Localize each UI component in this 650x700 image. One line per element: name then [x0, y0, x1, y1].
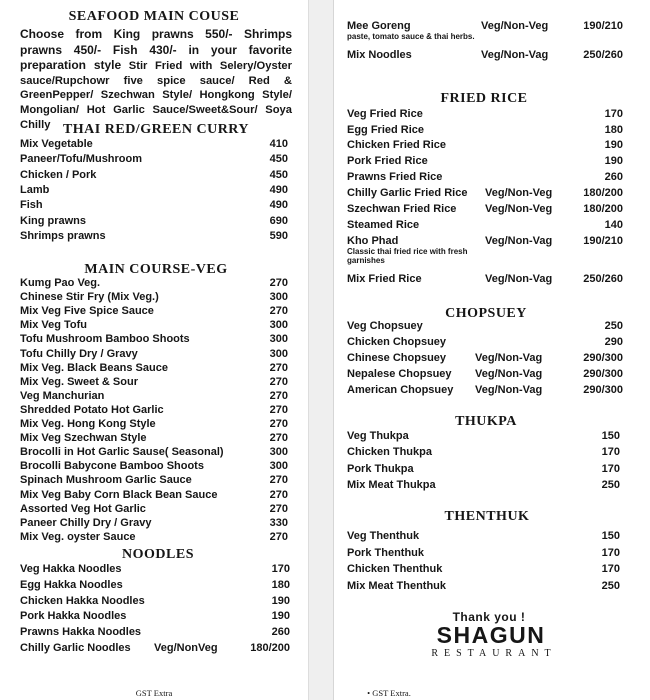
menu-item [347, 139, 623, 152]
menu-item [347, 479, 620, 492]
main-course-veg-heading: MAIN COURSE-VEG [84, 262, 228, 277]
item-price: 190 [604, 155, 623, 167]
seafood-description [20, 27, 292, 132]
menu-item [20, 460, 288, 473]
item-price: 170 [601, 563, 620, 576]
item-name: Assorted Veg Hot Garlic [20, 502, 146, 515]
noodles-heading: NOODLES [122, 547, 194, 562]
item-price: 260 [604, 171, 623, 183]
menu-item [347, 20, 623, 41]
item-name: Shrimps prawns [20, 229, 106, 242]
item-price: 140 [604, 219, 623, 231]
menu-item [347, 273, 623, 286]
item-name: Prawns Hakka Noodles [20, 626, 142, 639]
item-name: Chicken Chopsuey [347, 336, 447, 348]
item-price: 250 [601, 580, 620, 593]
item-name: Chicken Hakka Noodles [20, 594, 145, 607]
item-name: Pork Hakka Noodles [20, 610, 127, 623]
item-price: 270 [269, 530, 288, 543]
item-price: 290 [604, 336, 623, 348]
menu-item [20, 362, 288, 375]
item-price: 270 [269, 418, 288, 430]
menu-item [20, 474, 288, 487]
item-price: 410 [269, 138, 288, 150]
item-name: Mix Meat Thukpa [347, 478, 436, 491]
item-price: 330 [269, 516, 288, 529]
item-price: 180/200 [250, 642, 290, 654]
menu-item [20, 277, 288, 290]
item-name: Mix Fried Rice [347, 273, 422, 285]
menu-item [347, 219, 623, 232]
menu-item [347, 368, 623, 381]
menu-item [20, 348, 288, 361]
item-name: American Chopsuey [347, 384, 454, 396]
item-name: Mix Veg Baby Corn Black Bean Sauce [20, 488, 218, 501]
thukpa-heading: THUKPA [455, 414, 517, 429]
item-name: Mix Veg. Sweet & Sour [20, 375, 138, 388]
menu-item [20, 432, 288, 445]
menu-item [347, 235, 623, 265]
menu-item [20, 404, 288, 417]
item-description: paste, tomato sauce & thai herbs. [347, 32, 475, 41]
item-name: Mix Veg. Hong Kong Style [20, 418, 156, 430]
menu-item [347, 463, 620, 476]
item-name: Chilly Garlic Noodles [20, 642, 131, 654]
item-price: 270 [269, 488, 288, 501]
menu-item [347, 563, 620, 576]
item-name: King prawns [20, 214, 87, 227]
page-gutter [308, 0, 334, 700]
item-name: Veg Fried Rice [347, 108, 423, 120]
item-price: 180 [271, 578, 290, 591]
seafood-heading: SEAFOOD MAIN COUSE [68, 9, 240, 24]
item-price: 270 [269, 305, 288, 318]
item-name: Prawns Fried Rice [347, 171, 443, 183]
item-price: 300 [269, 446, 288, 459]
item-name: Tofu Chilly Dry / Gravy [20, 347, 138, 360]
item-name: Mix Veg. Black Beans Sauce [20, 361, 168, 374]
item-name: Brocolli in Hot Garlic Sause( Seasonal) [20, 446, 224, 459]
menu-item [20, 169, 288, 182]
item-price: 690 [269, 214, 288, 227]
item-price: 300 [269, 460, 288, 473]
menu-item [20, 626, 290, 639]
menu-item [347, 547, 620, 560]
item-description: Classic thai fried rice with fresh garnishes [347, 247, 468, 265]
item-price: 180/200 [583, 187, 623, 199]
restaurant-logo: SHAGUN [436, 622, 546, 648]
item-price: 590 [269, 229, 288, 242]
item-name: Mix Veg Szechwan Style [20, 432, 147, 445]
gst-note-right: • GST Extra. [367, 688, 411, 698]
item-price: 260 [271, 626, 290, 639]
menu-item [347, 580, 620, 593]
item-name: Veg Chopsuey [347, 320, 423, 332]
item-name: Mix Veg Tofu [20, 319, 88, 332]
item-name: Mix Noodles [347, 49, 412, 61]
item-name: Mix Meat Thenthuk [347, 580, 447, 593]
veg-nonveg-label: Veg/NonVeg [154, 642, 218, 654]
item-name: Chicken / Pork [20, 168, 97, 181]
item-name: Chilly Garlic Fried Rice [347, 187, 468, 199]
menu-item [347, 384, 623, 397]
veg-nonveg-label: Veg/Non-Vag [475, 352, 543, 364]
item-name: Fish [20, 199, 43, 212]
item-price: 250/260 [583, 49, 623, 61]
veg-nonveg-label: Veg/Non-Vag [485, 273, 553, 285]
menu-item [20, 199, 288, 212]
item-name: Mee Goreng [347, 20, 411, 32]
seafood-prices-text: Choose from King prawns 550/- Shrimps prawns 450/- Fish 430/- in your favorite preparation style [20, 27, 292, 73]
left-menu-page [0, 0, 308, 700]
item-name: Pork Fried Rice [347, 155, 428, 167]
item-name: Pork Thukpa [347, 462, 414, 475]
chopsuey-heading: CHOPSUEY [445, 306, 527, 321]
menu-item [20, 503, 288, 516]
item-name: Brocolli Babycone Bamboo Shoots [20, 460, 204, 473]
item-name: Szechwan Fried Rice [347, 203, 457, 215]
item-price: 490 [269, 183, 288, 196]
menu-item [347, 320, 623, 333]
item-price: 300 [269, 319, 288, 332]
item-name: Pork Thenthuk [347, 546, 425, 559]
item-price: 270 [269, 361, 288, 374]
menu-item [20, 376, 288, 389]
item-price: 270 [269, 403, 288, 416]
menu-item [20, 215, 288, 228]
item-price: 290/300 [583, 384, 623, 396]
gst-note-left: GST Extra [135, 688, 173, 698]
item-price: 250/260 [583, 273, 623, 285]
thenthuk-heading: THENTHUK [444, 509, 530, 524]
menu-item [347, 430, 620, 443]
item-name: Chicken Fried Rice [347, 139, 447, 151]
item-name: Kho Phad [347, 235, 399, 247]
menu-item [347, 352, 623, 365]
menu-item [20, 333, 288, 346]
item-price: 190/210 [583, 235, 623, 247]
item-price: 190 [604, 139, 623, 151]
menu-item [20, 305, 288, 318]
menu-item [20, 563, 290, 576]
item-name: Chicken Thukpa [347, 446, 432, 459]
menu-item [20, 138, 288, 151]
menu-item [20, 579, 290, 592]
item-name: Veg Hakka Noodles [20, 563, 122, 575]
item-price: 300 [269, 291, 288, 304]
item-price: 180/200 [583, 203, 623, 215]
item-name: Mix Vegetable [20, 138, 93, 150]
veg-nonveg-label: Veg/Non-Vag [481, 49, 549, 61]
menu-item [20, 610, 290, 623]
item-price: 180 [604, 124, 623, 136]
seafood-styles-text: Stir Fried with Selery/Oyster sauce/Rupchowr five spice sauce/ Red & GreenPepper/ Szechwan Style/ Hongkong Style/ Mongolian/ Hot Garlic Sauce/Sweet&Sour/ Soya Chilly [20, 60, 292, 131]
item-price: 450 [269, 153, 288, 166]
item-price: 250 [601, 478, 620, 491]
item-price: 170 [601, 546, 620, 559]
menu-item [347, 49, 623, 62]
item-price: 170 [604, 108, 623, 120]
menu-item [20, 153, 288, 166]
item-price: 270 [269, 375, 288, 388]
right-menu-page [333, 0, 650, 700]
item-name: Nepalese Chopsuey [347, 368, 452, 380]
fried-rice-heading: FRIED RICE [440, 91, 528, 106]
menu-item [20, 489, 288, 502]
menu-item [20, 642, 290, 655]
menu-item [20, 595, 290, 608]
item-name: Veg Manchurian [20, 389, 105, 402]
item-name: Lamb [20, 183, 50, 196]
item-price: 300 [269, 333, 288, 346]
item-name: Mix Veg. oyster Sauce [20, 530, 136, 543]
menu-item [20, 446, 288, 459]
item-name: Spinach Mushroom Garlic Sauce [20, 474, 192, 487]
menu-item [20, 418, 288, 431]
menu-item [20, 517, 288, 530]
item-name: Egg Hakka Noodles [20, 578, 123, 591]
menu-item [347, 203, 623, 216]
item-price: 190 [271, 610, 290, 623]
item-price: 270 [269, 277, 288, 289]
menu-item [347, 530, 620, 543]
menu-item [347, 171, 623, 184]
item-price: 190/210 [583, 20, 623, 32]
item-price: 450 [269, 168, 288, 181]
item-price: 270 [269, 474, 288, 487]
item-price: 170 [271, 563, 290, 575]
menu-item [347, 336, 623, 349]
veg-nonveg-label: Veg/Non-Veg [485, 187, 553, 199]
item-name: Egg Fried Rice [347, 124, 425, 136]
item-name: Shredded Potato Hot Garlic [20, 403, 164, 416]
item-price: 270 [269, 389, 288, 402]
item-price: 270 [269, 502, 288, 515]
menu-item [20, 531, 288, 544]
menu-item [20, 390, 288, 403]
restaurant-tagline: RESTAURANT [431, 648, 557, 659]
item-price: 250 [604, 320, 623, 332]
item-price: 300 [269, 347, 288, 360]
menu-item [347, 446, 620, 459]
veg-nonveg-label: Veg/Non-Veg [481, 20, 549, 32]
item-price: 190 [271, 594, 290, 607]
item-price: 170 [601, 446, 620, 459]
item-price: 490 [269, 199, 288, 212]
item-price: 270 [269, 432, 288, 445]
item-price: 290/300 [583, 368, 623, 380]
item-name: Steamed Rice [347, 219, 420, 231]
menu-item [347, 124, 623, 137]
item-price: 290/300 [583, 352, 623, 364]
veg-nonveg-label: Veg/Non-Veg [485, 203, 553, 215]
item-name: Tofu Mushroom Bamboo Shoots [20, 333, 190, 346]
item-name: Paneer Chilly Dry / Gravy [20, 516, 152, 529]
menu-item [20, 230, 288, 243]
item-name: Chicken Thenthuk [347, 563, 443, 576]
item-name: Paneer/Tofu/Mushroom [20, 153, 143, 166]
menu-item [347, 108, 623, 121]
menu-item [347, 155, 623, 168]
item-price: 150 [601, 530, 620, 542]
thank-you-text: Thank you ! [452, 610, 526, 624]
menu-item [20, 319, 288, 332]
item-name: Veg Thukpa [347, 430, 409, 442]
menu-item [20, 184, 288, 197]
menu-item [347, 187, 623, 200]
item-name: Mix Veg Five Spice Sauce [20, 305, 154, 318]
item-name: Chinese Stir Fry (Mix Veg.) [20, 291, 159, 304]
item-name: Chinese Chopsuey [347, 352, 447, 364]
item-price: 150 [601, 430, 620, 442]
menu-item [20, 291, 288, 304]
thai-curry-heading: THAI RED/GREEN CURRY [62, 122, 250, 137]
item-name: Veg Thenthuk [347, 530, 420, 542]
item-price: 170 [601, 462, 620, 475]
veg-nonveg-label: Veg/Non-Vag [475, 384, 543, 396]
veg-nonveg-label: Veg/Non-Vag [485, 235, 553, 247]
item-name: Kumg Pao Veg. [20, 277, 101, 289]
veg-nonveg-label: Veg/Non-Vag [475, 368, 543, 380]
